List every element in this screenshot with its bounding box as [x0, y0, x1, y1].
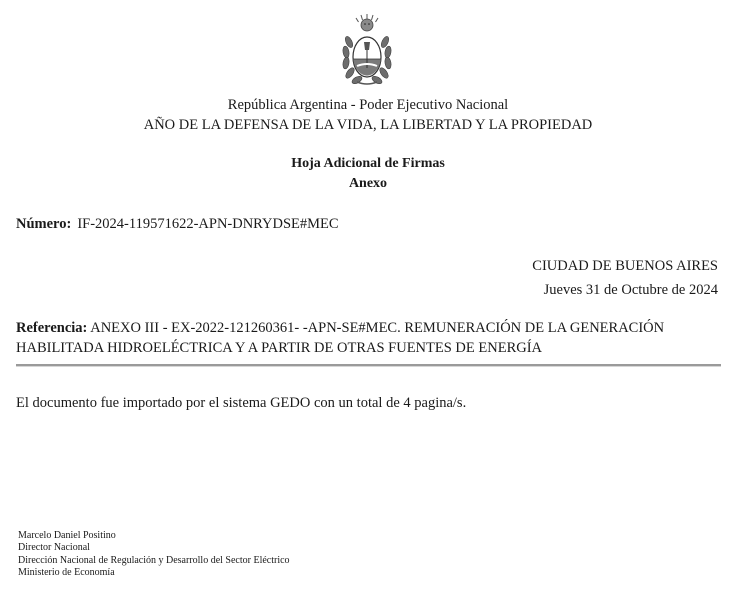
signer-ministry: Ministerio de Economía	[18, 566, 115, 578]
reference-label: Referencia:	[16, 320, 88, 336]
year-motto: AÑO DE LA DEFENSA DE LA VIDA, LA LIBERTAD Y LA PROPIEDAD	[143, 117, 593, 133]
document-title: Hoja Adicional de Firmas	[291, 156, 445, 171]
document-subtitle: Anexo	[348, 176, 388, 191]
signer-role: Director Nacional	[18, 542, 90, 554]
body-text: El documento fue importado por el sistema GEDO con un total de 4 pagina/s.	[16, 395, 467, 411]
reference-value: ANEXO III - EX-2022-121260361- -APN-SE#MEC. REMUNERACIÓN DE LA GENERACIÓN HABILITADA HIDROELÉCTRICA Y A PARTIR DE OTRAS FUENTES DE ENERGÍA	[16, 320, 665, 356]
document-number-value: IF-2024-119571622-APN-DNRYDSE#MEC	[77, 216, 339, 232]
document-number-label: Número:	[16, 216, 72, 232]
signature-block	[18, 530, 290, 579]
city: CIUDAD DE BUENOS AIRES	[532, 258, 718, 274]
coat-of-arms-icon	[339, 12, 395, 90]
document-number	[16, 216, 339, 233]
reference	[16, 318, 722, 358]
signer-name: Marcelo Daniel Positino	[18, 530, 116, 541]
signer-office: Dirección Nacional de Regulación y Desarrollo del Sector Eléctrico	[18, 554, 290, 566]
divider	[16, 364, 721, 367]
document-date: Jueves 31 de Octubre de 2024	[543, 282, 718, 298]
government-header: República Argentina - Poder Ejecutivo Nacional	[227, 97, 509, 113]
